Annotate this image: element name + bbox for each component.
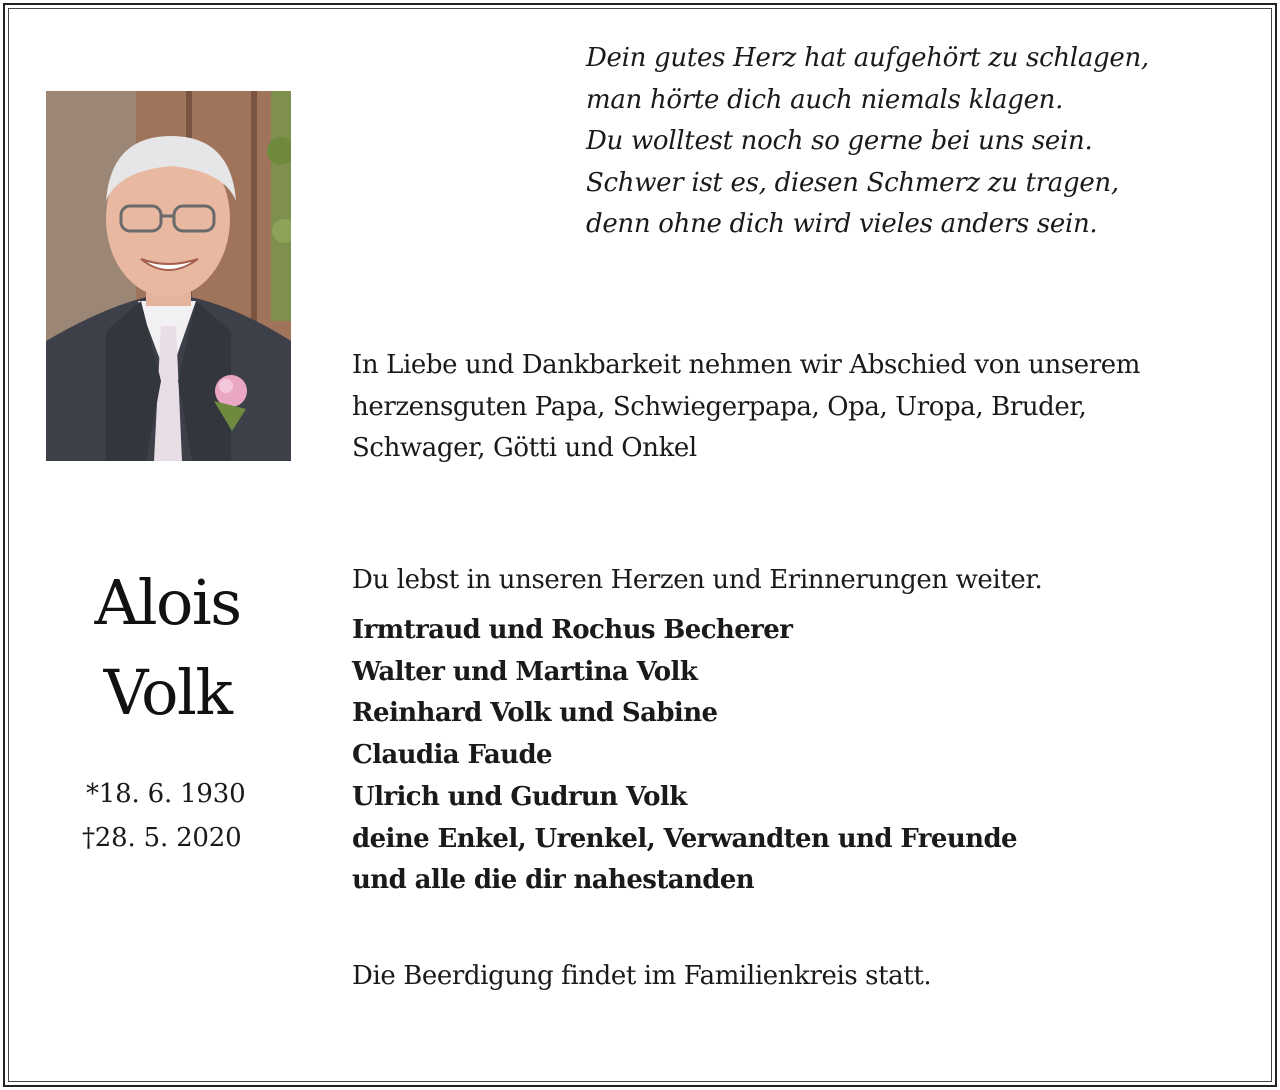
poem-line: Dein gutes Herz hat aufgehört zu schlagen, <box>586 43 1149 73</box>
intro-line: In Liebe und Dankbarkeit nehmen wir Abschied von unserem <box>352 350 1141 380</box>
poem-line: Du wolltest noch so gerne bei uns sein. <box>586 126 1093 156</box>
poem-verse <box>586 38 1246 246</box>
poem-line: Schwer ist es, diesen Schmerz zu tragen, <box>586 167 1119 198</box>
family-entry: deine Enkel, Urenkel, Verwandten und Freunde <box>352 823 1017 854</box>
family-entry: Irmtraud und Rochus Becherer <box>352 615 793 645</box>
family-entry: Ulrich und Gudrun Volk <box>352 781 687 812</box>
death-date: †28. 5. 2020 <box>82 823 242 853</box>
deceased-last-name: Volk <box>103 656 232 729</box>
intro-line: herzensguten Papa, Schwiegerpapa, Opa, Uropa, Bruder, <box>352 391 1087 422</box>
funeral-note: Die Beerdigung findet im Familienkreis statt. <box>352 961 932 991</box>
family-entry: Reinhard Volk und Sabine <box>352 698 718 729</box>
memory-tagline: Du lebst in unseren Herzen und Erinnerungen weiter. <box>352 565 1043 595</box>
birth-date: *18. 6. 1930 <box>86 779 246 809</box>
family-entry: Claudia Faude <box>352 740 552 771</box>
farewell-intro <box>352 345 1232 470</box>
deceased-first-name: Alois <box>94 566 241 639</box>
family-list <box>352 610 1232 902</box>
family-entry: Walter und Martina Volk <box>352 656 698 687</box>
poem-line: man hörte dich auch niemals klagen. <box>586 84 1064 115</box>
portrait-photo <box>46 91 291 461</box>
poem-line: denn ohne dich wird vieles anders sein. <box>586 209 1098 239</box>
family-entry: und alle die dir nahestanden <box>352 865 755 896</box>
intro-line: Schwager, Götti und Onkel <box>352 433 697 463</box>
